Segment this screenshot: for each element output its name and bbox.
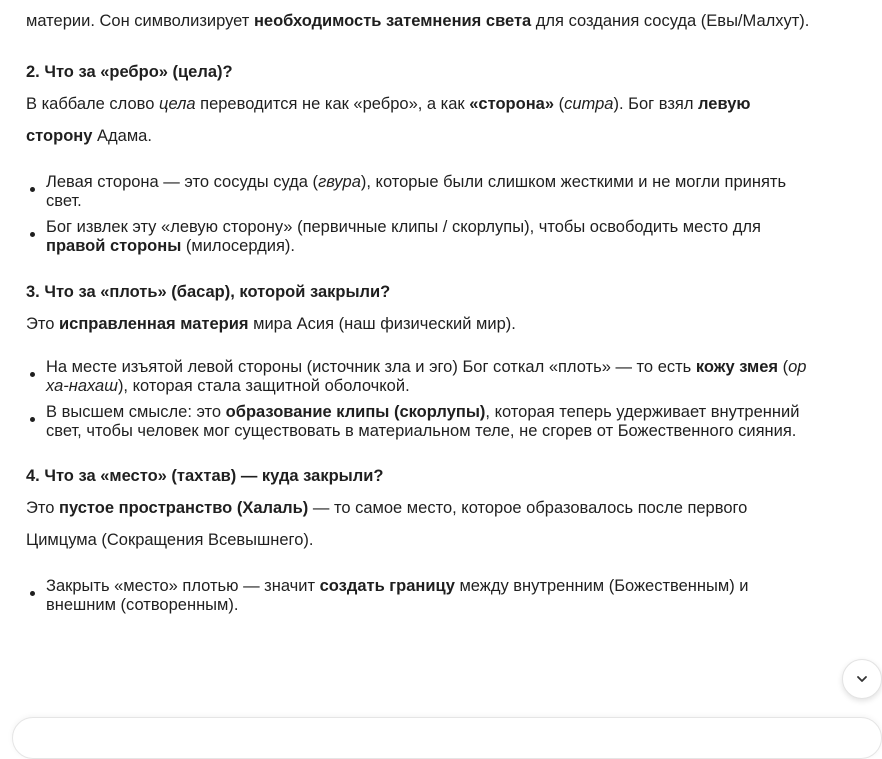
text-span: (	[778, 358, 789, 376]
text-span: свет.	[46, 192, 82, 210]
text-span: Это	[26, 499, 59, 517]
bold-text: исправленная материя	[59, 315, 249, 333]
list-item	[26, 173, 876, 211]
text-span: В высшем смысле: это	[46, 403, 226, 421]
list-item	[26, 577, 876, 615]
text-span: между внутренним (Божественным) и	[454, 577, 749, 595]
bold-text: пустое пространство (Халаль)	[59, 499, 309, 517]
bold-text: сторону	[26, 127, 93, 145]
text-span: для создания сосуда (Евы/Малхут).	[531, 12, 810, 30]
text-span: ). Бог взял	[613, 95, 699, 113]
italic-text: цела	[159, 95, 196, 113]
bold-text: создать границу	[319, 577, 455, 595]
text-span: Адама.	[92, 127, 152, 145]
italic-text: гвура	[318, 173, 361, 191]
text-span: ), которая стала защитной оболочкой.	[117, 377, 410, 395]
text-span: мира Асия (наш физический мир).	[248, 315, 516, 333]
text-span: (милосердия).	[181, 237, 296, 255]
section-4-list	[26, 577, 876, 615]
bold-text: правой стороны	[46, 237, 182, 255]
text-span: Цимцума (Сокращения Всевышнего).	[26, 531, 314, 549]
text-span: ), которые были слишком жесткими и не могли принять	[360, 173, 787, 191]
text-span: Закрыть «место» плотью — значит	[46, 577, 320, 595]
text-span: , которая теперь удерживает внутренний	[485, 403, 800, 421]
chevron-down-icon	[855, 672, 869, 686]
section-3-paragraph	[26, 308, 876, 340]
text-span: внешним (сотворенным).	[46, 596, 239, 614]
bold-text: образование клипы (скорлупы)	[225, 403, 486, 421]
text-span: Это	[26, 315, 59, 333]
section-3-list	[26, 358, 876, 441]
section-heading-3: 3. Что за «плоть» (басар), которой закрыли?	[26, 283, 391, 301]
section-2-paragraph	[26, 88, 876, 152]
text-span: материи. Сон символизирует	[26, 12, 254, 30]
text-span: Бог извлек эту «левую сторону» (первичные клипы / скорлупы), чтобы освободить место для	[46, 218, 761, 236]
bold-text: кожу змея	[695, 358, 779, 376]
italic-text: ситра	[564, 95, 614, 113]
bold-text: левую	[698, 95, 751, 113]
section-heading-4: 4. Что за «место» (тахтав) — куда закрыли?	[26, 467, 384, 485]
text-span: — то самое место, которое образовалось после первого	[308, 499, 748, 517]
text-span: На месте изъятой левой стороны (источник зла и эго) Бог соткал «плоть» — то есть	[46, 358, 696, 376]
list-item	[26, 218, 876, 256]
list-item	[26, 403, 876, 441]
italic-text: ха-нахаш	[46, 377, 118, 395]
text-span: свет, чтобы человек мог существовать в материальном теле, не сгорев от Божественного сияния.	[46, 422, 797, 440]
bold-text: «сторона»	[469, 95, 555, 113]
text-span: Левая сторона — это сосуды суда (	[46, 173, 319, 191]
bold-text: необходимость затемнения света	[253, 12, 532, 30]
list-item	[26, 358, 876, 396]
scroll-to-bottom-button[interactable]	[842, 659, 882, 699]
chat-message-content	[26, 0, 876, 615]
section-4-paragraph	[26, 492, 876, 556]
intro-paragraph	[26, 5, 876, 37]
text-span: (	[554, 95, 565, 113]
section-heading-2: 2. Что за «ребро» (цела)?	[26, 63, 233, 81]
text-span: переводится не как «ребро», а как	[195, 95, 470, 113]
message-composer[interactable]	[12, 717, 882, 759]
italic-text: ор	[788, 358, 807, 376]
section-2-list	[26, 173, 876, 256]
text-span: В каббале слово	[26, 95, 160, 113]
